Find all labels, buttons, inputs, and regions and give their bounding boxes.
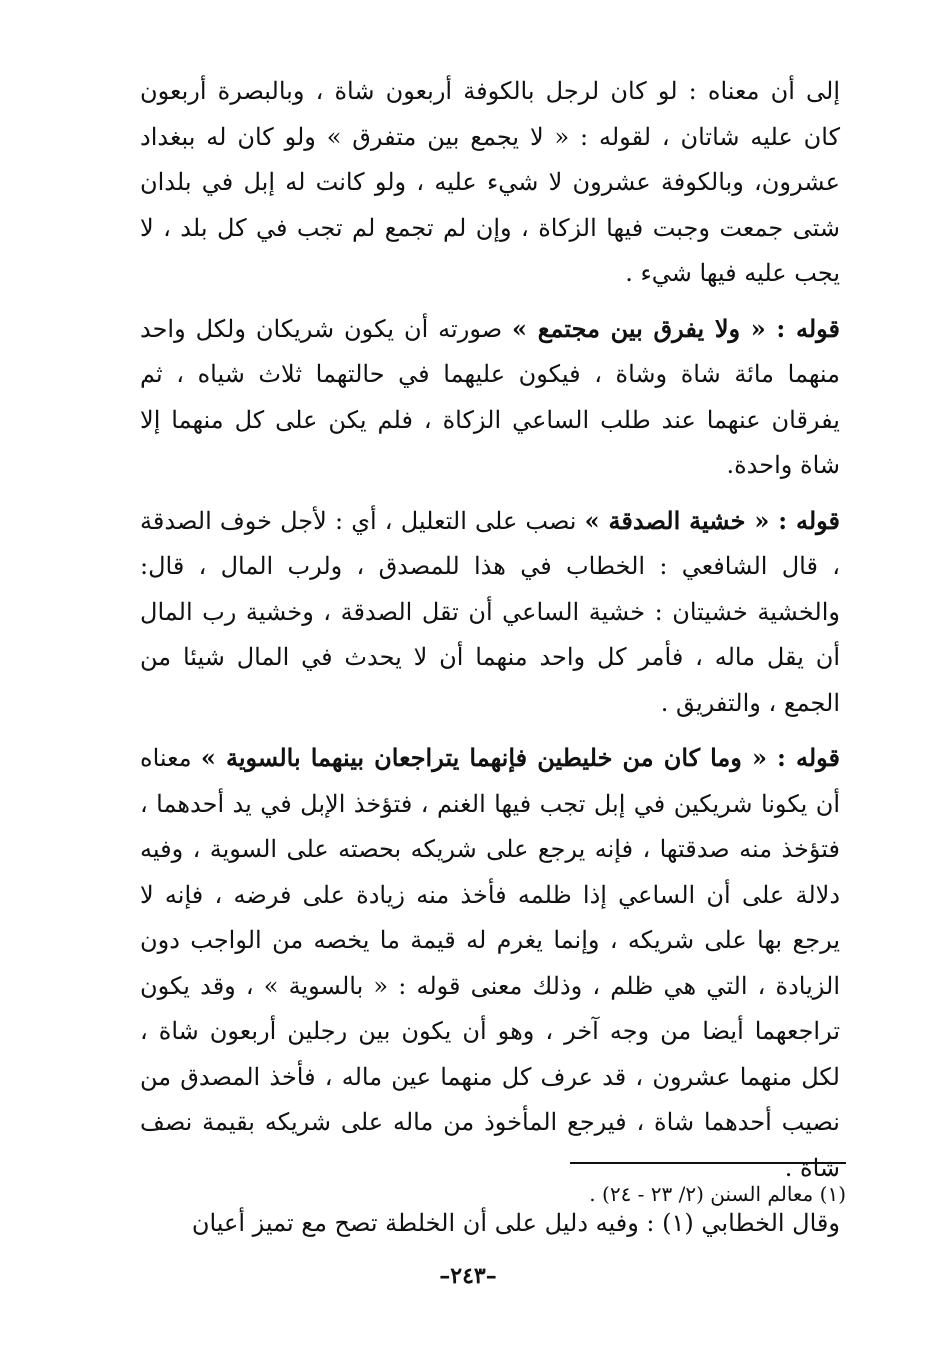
paragraph-2-quote: « ولا يفرق بين مجتمع » <box>512 313 766 343</box>
paragraph-1-text: إلى أن معناه : لو كان لرجل بالكوفة أربعون شاة ، وبالبصرة أربعون كان عليه شاتان ، لقوله : « لا يجمع بين متفرق » ولو كان له ببغداد عشرون، وبالكوفة عشرون لا شيء عليه ، ولو كانت له إبل في بلدان شتى جمعت وجبت فيها الزكاة ، وإن لم تجمع لم تجب في كل بلد ، لا يجب عليه فيها شيء . <box>140 77 840 287</box>
paragraph-3-quote: « خشية الصدقة » <box>584 505 770 535</box>
footnote: (١) معالم السنن (٢/ ٢٣ - ٢٤) . <box>589 1182 846 1206</box>
paragraph-3-text: نصب على التعليل ، أي : لأجل خوف الصدقة ، قال الشافعي : الخطاب في هذا للمصدق ، ولرب المال ، قال: والخشية خشيتان : خشية الساعي أن تقل الصدقة ، وخشية رب المال أن يقل ماله ، فأمر كل واحد منهما أن لا يحدث في المال شيئا من الجمع ، والتفريق . <box>140 506 840 717</box>
paragraph-4-lead: قوله : <box>766 743 840 772</box>
paragraph-1 <box>140 68 840 297</box>
paragraph-4-quote: « وما كان من خليطين فإنهما يتراجعان بينهما بالسوية » <box>200 743 767 772</box>
paragraph-4-text: معناه أن يكونا شريكين في إبل تجب فيها الغنم ، فتؤخذ الإبل في يد أحدهما ، فتؤخذ منه صدقتها ، فإنه يرجع على شريكه بحصته على السوية ، وفيه دلالة على أن الساعي إذا ظلمه فأخذ منه زيادة على فرضه ، فإنه لا يرجع بها على شريكه ، وإنما يغرم له قيمة ما يخصه من الواجب دون الزيادة ، التي هي ظلم ، وذلك معنى قوله : « بالسوية » ، وقد يكون تراجعهما أيضا من وجه آخر ، وهو أن يكون بين رجلين أربعون شاة ، لكل منهما عشرون ، قد عرف كل منهما عين ماله ، فأخذ المصدق من نصيب أحدهما شاة ، فيرجع المأخوذ من ماله على شريكه بقيمة نصف شاة . <box>140 744 841 1182</box>
paragraph-2 <box>140 306 840 489</box>
paragraph-2-text: صورته أن يكون شريكان ولكل واحد منهما مائة شاة وشاة ، فيكون عليهما في حالتهما ثلاث شياه ، ثم يفرقان عنهما عند طلب الساعي الزكاة ، فلم يكن على كل منهما إلا شاة واحدة. <box>140 314 840 479</box>
footnote-divider <box>570 1162 846 1164</box>
paragraph-5-text: وقال الخطابي (١) : وفيه دليل على أن الخلطة تصح مع تميز أعيان <box>191 1209 840 1237</box>
page-number: –٢٤٣– <box>439 1263 497 1289</box>
paragraph-3-lead: قوله : <box>769 505 840 535</box>
main-text <box>140 68 840 1256</box>
paragraph-2-lead: قوله : <box>765 313 841 343</box>
paragraph-4 <box>140 735 840 1191</box>
paragraph-3 <box>140 498 840 727</box>
